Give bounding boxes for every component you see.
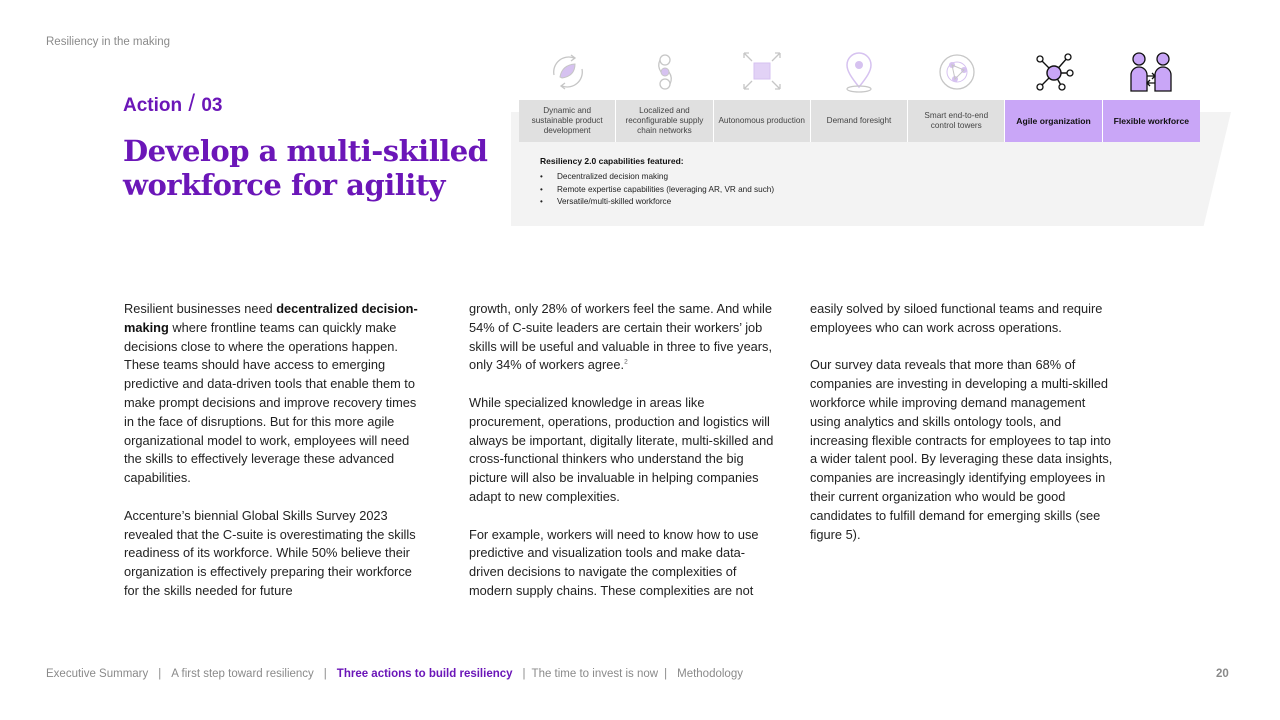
paragraph: While specialized knowledge in areas like procurement, operations, production and logistics will always be important, digitally literate, multi-skilled and cross-functional thinkers who understand the big picture will also be invaluable in helping companies adapt to new complexities. bbox=[469, 394, 774, 504]
action-label bbox=[123, 90, 222, 118]
hub-network-icon bbox=[1030, 49, 1078, 95]
capability-icons-row bbox=[519, 48, 1200, 96]
nav-link-first-step[interactable]: A first step toward resiliency bbox=[171, 668, 314, 680]
capability-demand-foresight: Demand foresight bbox=[811, 100, 908, 142]
footer-nav bbox=[46, 668, 743, 680]
network-globe-icon bbox=[933, 49, 981, 95]
body-column-3 bbox=[810, 300, 1115, 563]
capability-agile-organization: Agile organization bbox=[1005, 100, 1102, 142]
running-title: Resiliency in the making bbox=[46, 36, 171, 48]
nav-link-methodology[interactable]: Methodology bbox=[677, 668, 743, 680]
paragraph: For example, workers will need to know how to use predictive and visualization tools and make data-driven decisions to navigate the complexities of modern supply chains. These complexities are not bbox=[469, 526, 759, 598]
body-column-1 bbox=[124, 300, 426, 620]
paragraph: Resilient businesses need decentralized decision-making where frontline teams can quickly make decisions close to where the operations happen. These teams should have access to emerging predictive and data-driven tools that enable them to make prompt decisions and improve recovery times in the face of disruptions. But for this more agile organizational model to work, employees will need the skills to effectively leverage these advanced capabilities. bbox=[124, 301, 418, 486]
footnote-ref[interactable]: 2 bbox=[624, 359, 628, 367]
featured-title: Resiliency 2.0 capabilities featured: bbox=[540, 156, 684, 166]
nav-separator: | bbox=[158, 668, 162, 680]
capability-dynamic-product-development: Dynamic and sustainable product development bbox=[519, 100, 616, 142]
expand-square-icon bbox=[738, 49, 786, 95]
capability-autonomous-production: Autonomous production bbox=[714, 100, 811, 142]
nav-link-executive-summary[interactable]: Executive Summary bbox=[46, 668, 149, 680]
action-number: 03 bbox=[201, 95, 223, 116]
people-exchange-icon bbox=[1127, 49, 1175, 95]
emphasis: decentralized decision-making bbox=[124, 301, 418, 335]
product-cycle-icon bbox=[544, 49, 592, 95]
nav-separator: | bbox=[323, 668, 327, 680]
page-number: 20 bbox=[1216, 668, 1229, 680]
nav-link-three-actions[interactable]: Three actions to build resiliency bbox=[336, 668, 513, 680]
list-item: • Decentralized decision making bbox=[540, 171, 774, 184]
featured-list bbox=[540, 171, 774, 209]
paragraph: Accenture’s biennial Global Skills Survey 2023 revealed that the C-suite is overestimating the skills readiness of its workforce. While 50% believe their organization is effectively preparing their workforce for the skills needed for future bbox=[124, 507, 416, 598]
capabilities-row bbox=[519, 100, 1200, 142]
slash-divider: / bbox=[188, 90, 196, 117]
page-headline: Develop a multi-skilled workforce for agility bbox=[123, 134, 488, 202]
paragraph: easily solved by siloed functional teams and require employees who can work across operations. bbox=[810, 301, 1103, 335]
supply-chain-nodes-icon bbox=[641, 49, 689, 95]
nav-separator: | bbox=[522, 668, 526, 680]
nav-link-time-to-invest[interactable]: The time to invest is now bbox=[531, 668, 659, 680]
capability-flexible-workforce: Flexible workforce bbox=[1103, 100, 1200, 142]
list-item: • Versatile/multi-skilled workforce bbox=[540, 196, 774, 209]
list-item: • Remote expertise capabilities (leveraging AR, VR and such) bbox=[540, 184, 774, 197]
nav-separator: | bbox=[664, 668, 668, 680]
paragraph: Our survey data reveals that more than 68% of companies are investing in developing a multi-skilled workforce while improving demand management using analytics and skills ontology tools, and increasing flexible contracts for employees to tap into a wider talent pool. By leveraging these data insights, companies are increasingly identifying employees in their current organization who would be good candidates to fulfill demand for emerging skills (see figure 5). bbox=[810, 357, 1113, 542]
capability-localized-supply-chain: Localized and reconfigurable supply chain networks bbox=[616, 100, 713, 142]
paragraph: growth, only 28% of workers feel the same. And while 54% of C-suite leaders are certain their workers’ job skills will be useful and valuable in three to five years, only 34% of workers agree.$^2$ bbox=[469, 301, 773, 373]
capability-control-towers: Smart end-to-end control towers bbox=[908, 100, 1005, 142]
action-word: Action bbox=[123, 95, 183, 116]
map-pin-icon bbox=[835, 49, 883, 95]
body-column-2 bbox=[469, 300, 774, 620]
